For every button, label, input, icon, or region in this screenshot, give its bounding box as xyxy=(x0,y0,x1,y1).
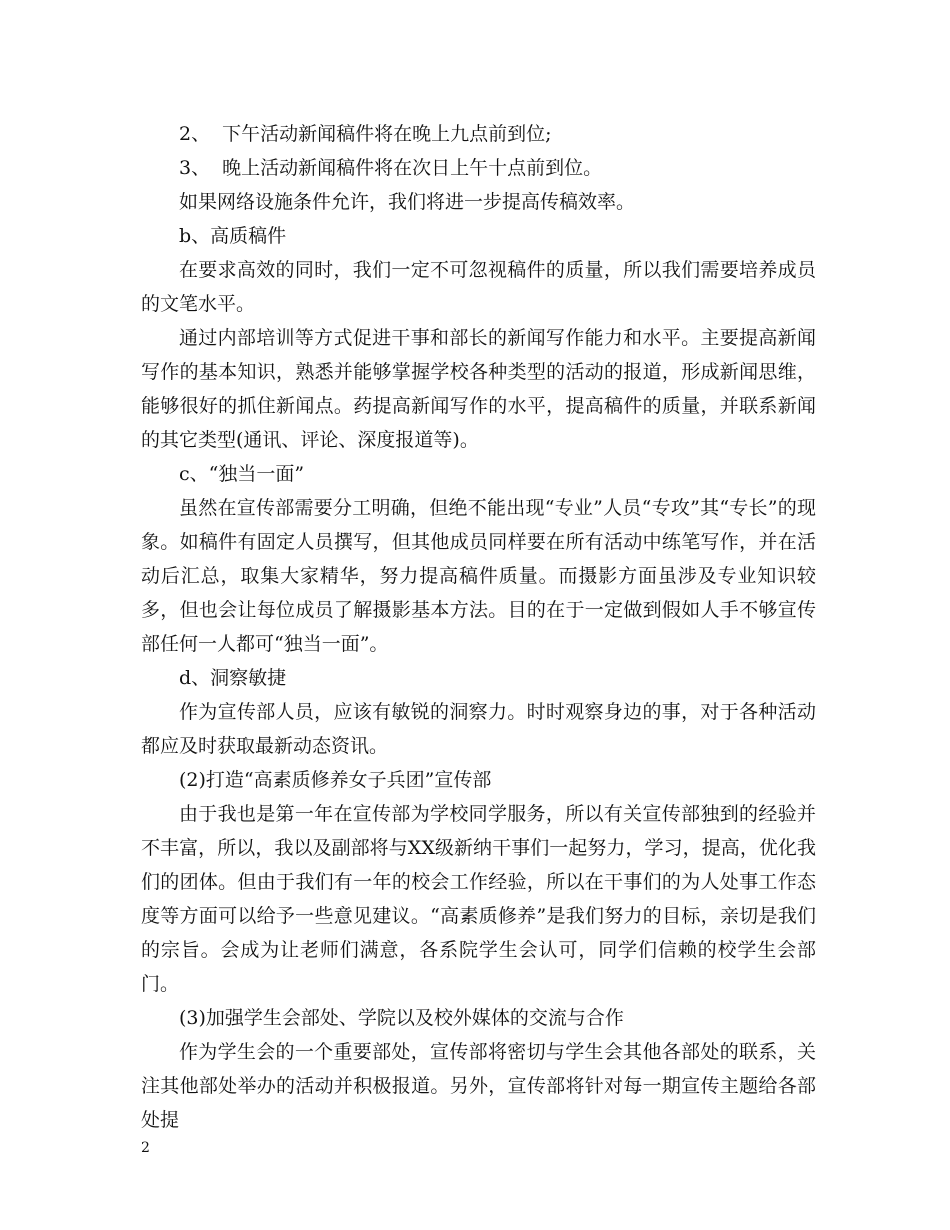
section-heading-cooperation: (3)加强学生会部处、学院以及校外媒体的交流与合作 xyxy=(179,1007,624,1029)
section-heading-independent: c、“独当一面” xyxy=(179,463,305,485)
page-number: 2 xyxy=(141,1140,150,1156)
paragraph-insight: 作为宣传部人员，应该有敏锐的洞察力。时时观察身边的事，对于各种活动都应及时获取最新动态资讯。 xyxy=(141,701,816,757)
paragraph-quality-intro: 在要求高效的同时，我们一定不可忽视稿件的质量，所以我们需要培养成员的文笔水平。 xyxy=(141,259,816,315)
paragraph-network-efficiency: 如果网络设施条件允许，我们将进一步提高传稿效率。 xyxy=(179,191,636,213)
list-item-evening-deadline: 3、 晚上活动新闻稿件将在次日上午十点前到位。 xyxy=(179,157,603,179)
paragraph-team: 由于我也是第一年在宣传部为学校同学服务，所以有关宣传部独到的经验并不丰富，所以，我以及副部将与XX级新纳干事们一起努力，学习，提高，优化我们的团体。但由于我们有一年的校会工作经验，所以在干事们的为人处事工作态度等方面可以给予一些意见建议。“高素质修养”是我们努力的目标，亲切是我们的宗旨。会成为让老师们满意，各系院学生会认可，同学们信赖的校学生会部门。 xyxy=(141,803,816,995)
section-heading-insight: d、洞察敏捷 xyxy=(179,667,287,689)
list-item-afternoon-deadline: 2、 下午活动新闻稿件将在晚上九点前到位; xyxy=(179,123,552,145)
section-heading-team: (2)打造“高素质修养女子兵团”宣传部 xyxy=(179,769,492,791)
document-body xyxy=(141,117,816,1137)
paragraph-training: 通过内部培训等方式促进干事和部长的新闻写作能力和水平。主要提高新闻写作的基本知识，熟悉并能够掌握学校各种类型的活动的报道，形成新闻思维，能够很好的抓住新闻点。药提高新闻写作的水平，提高稿件的质量，并联系新闻的其它类型(通讯、评论、深度报道等)。 xyxy=(141,327,816,451)
paragraph-independent: 虽然在宣传部需要分工明确，但绝不能出现“专业”人员“专攻”其“专长”的现象。如稿件有固定人员撰写，但其他成员同样要在所有活动中练笔写作，并在活动后汇总，取集大家精华，努力提高稿件质量。而摄影方面虽涉及专业知识较多，但也会让每位成员了解摄影基本方法。目的在于一定做到假如人手不够宣传部任何一人都可“独当一面”。 xyxy=(141,497,816,655)
paragraph-cooperation: 作为学生会的一个重要部处，宣传部将密切与学生会其他各部处的联系，关注其他部处举办的活动并积极报道。另外，宣传部将针对每一期宣传主题给各部处提 xyxy=(141,1041,816,1131)
section-heading-quality: b、高质稿件 xyxy=(179,225,287,247)
